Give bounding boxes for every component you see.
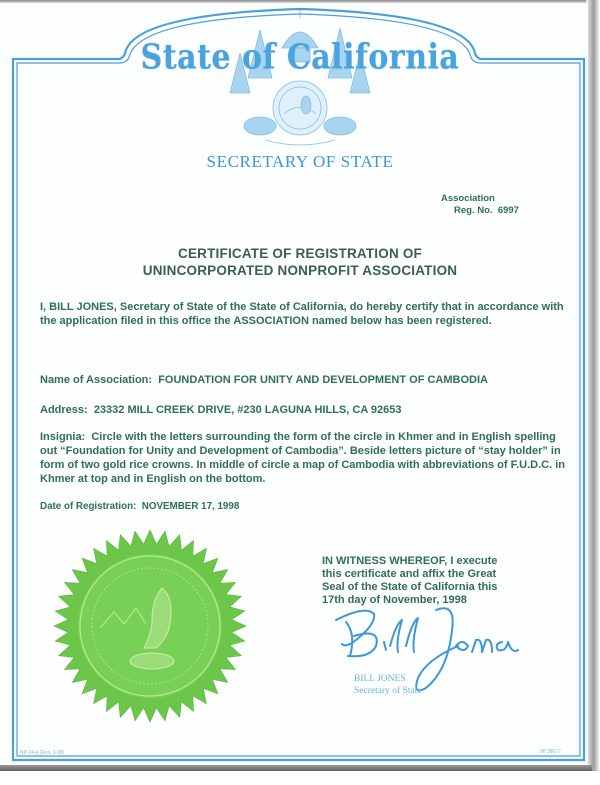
- insignia-value: Circle with the letters surrounding the form of the circle in Khmer and in English spelling out “Foundation for Unity and Development of Cambodia”. Beside letters picture of “stay holder” in form of two gold rice crowns. In middle of circle a map of Cambodia with abbreviations of F.U.D.C. in Khmer at top and in English on the bottom.: [40, 431, 566, 485]
- association-name-label: Name of Association:: [40, 374, 153, 386]
- state-title: State of California: [140, 37, 460, 78]
- registration-number-line: [441, 205, 519, 217]
- great-seal: [52, 528, 248, 724]
- certification-statement: I, BILL JONES, Secretary of State of the State of California, do hereby certify that in accordance with the application filed in this office the ASSOCIATION named below has been registered.: [40, 301, 564, 327]
- form-code: 98 38077: [540, 749, 561, 755]
- address-field: [40, 403, 570, 417]
- registration-number-value: 6997: [497, 205, 519, 216]
- witness-line-2: this certificate and affix the Great: [322, 568, 497, 580]
- insignia-field: [40, 430, 570, 486]
- witness-line-1: IN WITNESS WHEREOF, I execute: [322, 555, 498, 567]
- seal-bear-icon: [130, 653, 174, 669]
- state-crest-illustration: [210, 8, 390, 153]
- association-name-value: FOUNDATION FOR UNITY AND DEVELOPMENT OF CAMBODIA: [158, 374, 488, 386]
- address-value: 23332 MILL CREEK DRIVE, #230 LAGUNA HILLS, CA 92653: [93, 404, 402, 416]
- registration-label: Association: [441, 193, 495, 204]
- certificate-title-line-1: CERTIFICATE OF REGISTRATION OF: [178, 246, 422, 261]
- registration-date-field: [40, 500, 570, 514]
- registration-number-label: Reg. No.: [454, 205, 493, 216]
- office-title: SECRETARY OF STATE: [206, 152, 394, 171]
- registration-date-value: NOVEMBER 17, 1998: [141, 501, 240, 512]
- insignia-label: Insignia:: [40, 431, 86, 443]
- seal-body: [78, 554, 222, 698]
- form-number: NP-24 A (Rev. 1-98): [20, 750, 65, 756]
- witness-line-4: 17th day of November, 1998: [322, 594, 467, 606]
- signer-block: [354, 673, 422, 697]
- signer-title: Secretary of State: [354, 686, 422, 696]
- registration-number-block: [441, 193, 519, 217]
- registration-date-label: Date of Registration:: [40, 501, 137, 512]
- witness-line-3: Seal of the State of California this: [322, 581, 498, 593]
- association-name-field: [40, 373, 570, 387]
- certificate-title-line-2: UNINCORPORATED NONPROFIT ASSOCIATION: [142, 263, 458, 278]
- address-label: Address:: [40, 404, 88, 416]
- signer-name: BILL JONES: [354, 674, 406, 684]
- certificate-title: [60, 245, 540, 279]
